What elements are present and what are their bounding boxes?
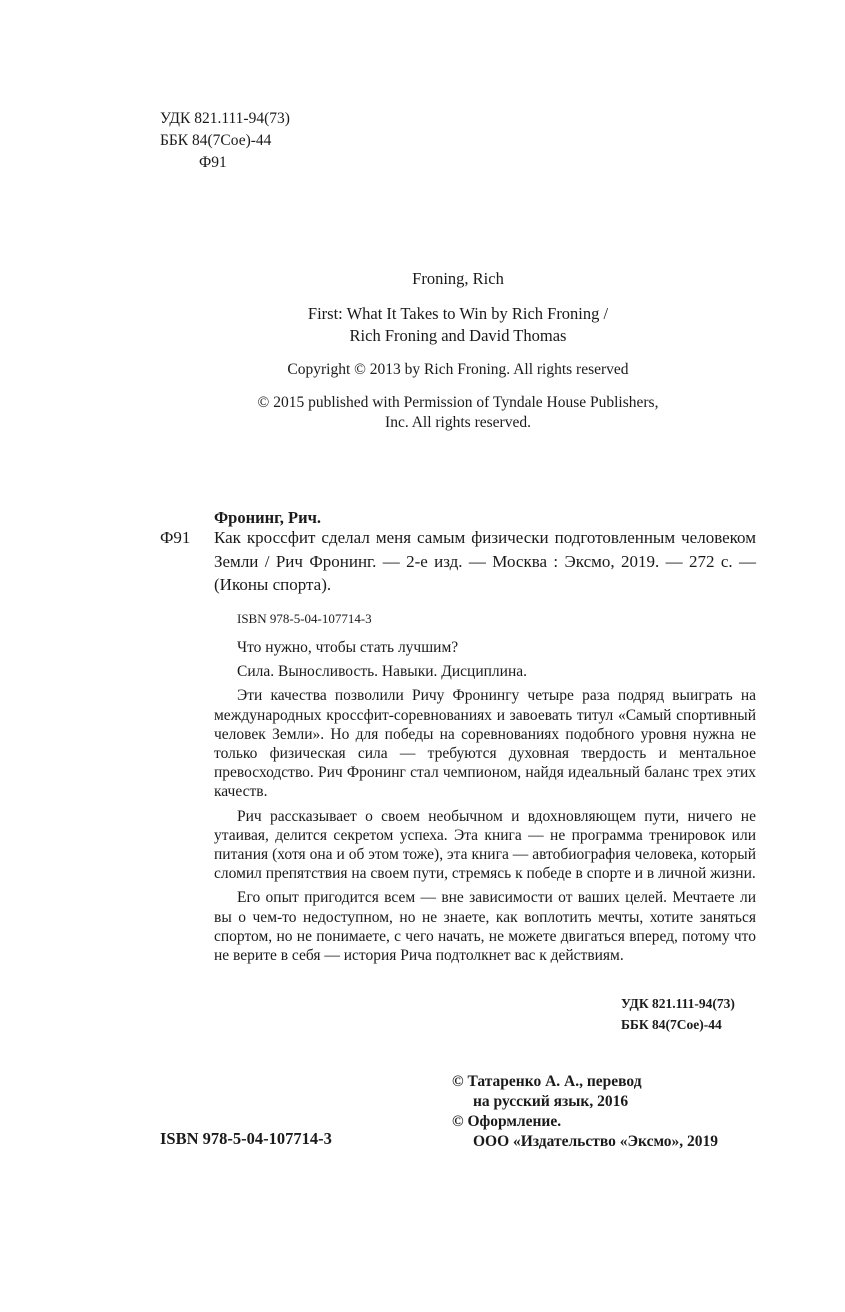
publisher-permission bbox=[160, 393, 756, 433]
catalog-description bbox=[214, 526, 756, 597]
original-author: Froning, Rich bbox=[412, 269, 504, 288]
translation-credit-cont: на русский язык, 2016 bbox=[473, 1093, 629, 1110]
catalog-author-mark: Ф91 bbox=[160, 528, 191, 547]
bbk-code: ББК 84(7Сое)-44 bbox=[621, 1016, 722, 1032]
original-title bbox=[160, 303, 756, 347]
isbn-main: ISBN 978-5-04-107714-3 bbox=[160, 1129, 332, 1148]
bbk-code: ББК 84(7Сое)-44 bbox=[160, 132, 272, 149]
original-copyright: Copyright © 2013 by Rich Froning. All rights reserved bbox=[287, 361, 629, 378]
annotation bbox=[214, 638, 756, 965]
copyright-credits bbox=[452, 1072, 718, 1152]
original-title-line: First: What It Takes to Win by Rich Froning / bbox=[307, 304, 609, 323]
design-credit-cont: ООО «Издательство «Эксмо», 2019 bbox=[473, 1133, 719, 1150]
annotation-paragraph: Эти качества позволили Ричу Фронингу четыре раза подряд выиграть на международных кроссфит-соревнованиях и завоевать титул «Самый спортивный человек Земли». Но для победы на соревнованиях подобного уровня нужна не только физическая сила — требуются духовная твердость и ментальное превосходство. Рич Фронинг стал чемпионом, найдя идеальный баланс трех этих качеств. bbox=[214, 687, 756, 801]
udk-code: УДК 821.111-94(73) bbox=[160, 110, 290, 127]
original-title-line: Rich Froning and David Thomas bbox=[349, 326, 567, 345]
annotation-paragraph: Его опыт пригодится всем — вне зависимости от ваших целей. Мечтаете ли вы о чем-то недоступном, но не знаете, как воплотить мечты, хотите заняться спортом, но не понимаете, с чего начать, не можете двигаться вперед, потому что не верите в себя — история Рича подтолкнет вас к действиям. bbox=[214, 889, 756, 965]
author-mark: Ф91 bbox=[199, 154, 227, 171]
permission-line: Inc. All rights reserved. bbox=[385, 414, 531, 431]
annotation-paragraph: Что нужно, чтобы стать лучшим? bbox=[237, 639, 459, 656]
catalog-isbn: ISBN 978-5-04-107714-3 bbox=[237, 611, 372, 626]
annotation-paragraph: Рич рассказывает о своем необычном и вдохновляющем пути, ничего не утаивая, делится секретом успеха. Эта книга — не программа тренировок или питания (хотя она и об этом тоже), эта книга — автобиография человека, который сломил препятствия на своем пути, стремясь к победе в спорте и в личной жизни. bbox=[214, 807, 756, 883]
design-credit: © Оформление. bbox=[452, 1113, 562, 1130]
translation-credit: © Татаренко А. А., перевод bbox=[452, 1073, 642, 1090]
header-classification-codes bbox=[160, 108, 290, 174]
annotation-classification-codes bbox=[621, 994, 735, 1035]
udk-code: УДК 821.111-94(73) bbox=[621, 996, 735, 1011]
permission-line: © 2015 published with Permission of Tyndale House Publishers, bbox=[257, 394, 659, 411]
annotation-paragraph: Сила. Выносливость. Навыки. Дисциплина. bbox=[237, 663, 528, 681]
catalog-description-text: Как кроссфит сделал меня самым физически подготовленным человеком Земли / Рич Фронинг. — 2-е изд. — Москва : Эксмо, 2019. — 272 с. — (Иконы спорта). bbox=[214, 528, 756, 594]
catalog-author: Фронинг, Рич. bbox=[214, 508, 322, 527]
